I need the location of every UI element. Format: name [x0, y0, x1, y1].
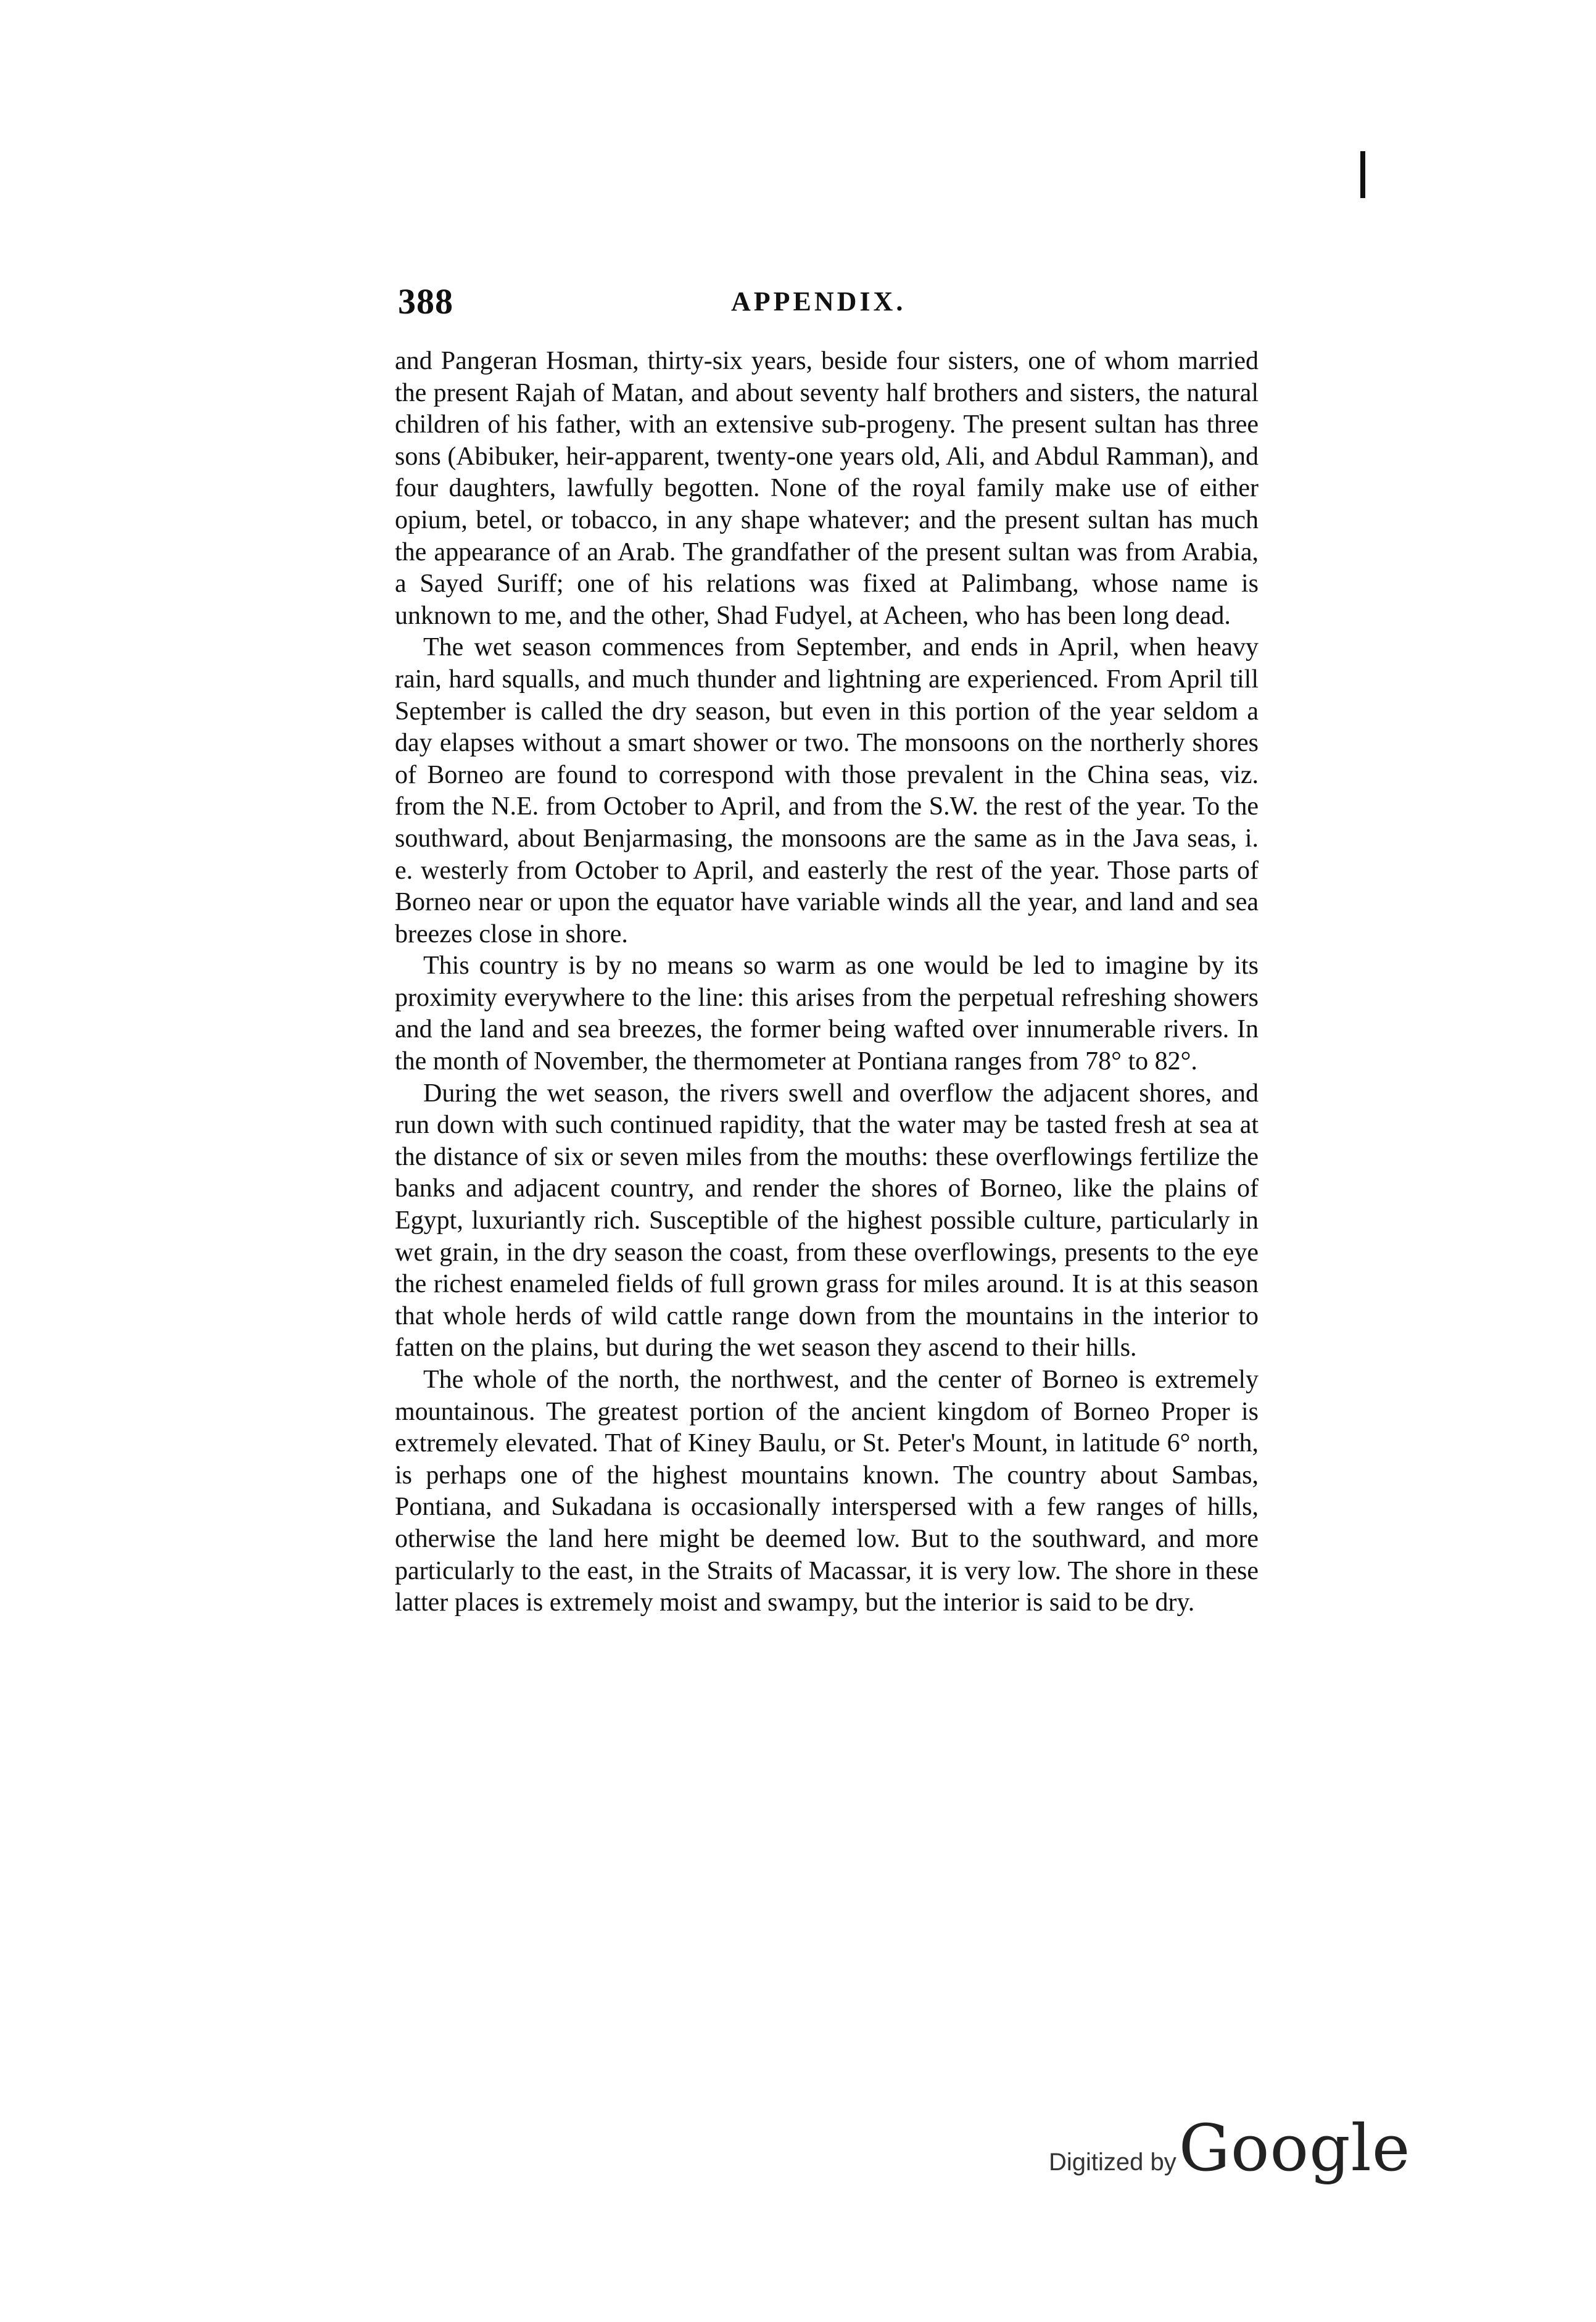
paragraph-royal-family: and Pangeran Hosman, thirty-six years, beside four sisters, one of whom married the present Rajah of Matan, and about seventy half brothers and sisters, the natural children of his father, with an extensive sub-progeny. The present sultan has three sons (Abibuker, heir-apparent, twenty-one years old, Ali, and Abdul Ramman), and four daughters, lawfully begotten. None of the royal family make use of either opium, betel, or tobacco, in any shape whatever; and the present sultan has much the appearance of an Arab. The grandfather of the present sultan was from Arabia, a Sayed Suriff; one of his relations was fixed at Palimbang, whose name is unknown to me, and the other, Shad Fudyel, at Acheen, who has been long dead. — [395, 347, 1259, 630]
google-logo: Google — [1178, 2110, 1411, 2186]
paragraph-overflow: During the wet season, the rivers swell and overflow the adjacent shores, and run down with such continued rapidity, that the water may be tasted fresh at sea at the distance of six or seven miles from the mouths: these overflowings fertilize the banks and adjacent country, and render the shores of Borneo, like the plains of Egypt, luxuriantly rich. Susceptible of the highest possible culture, particularly in wet grain, in the dry season the coast, from these overflowings, presents to the eye the richest enameled fields of full grown grass for miles around. It is at this season that whole herds of wild cattle range down from the mountains in the interior to fatten on the plains, but during the wet season they ascend to their hills. — [395, 1079, 1259, 1362]
paragraph-climate: This country is by no means so warm as one would be led to imagine by its proximity everywhere to the line: this arises from the perpetual refreshing showers and the land and sea breezes, the former being wafted over innumerable rivers. In the month of November, the thermometer at Pontiana ranges from 78° to 82°. — [395, 952, 1259, 1076]
paragraph-mountains: The whole of the north, the northwest, and the center of Borneo is extremely mountainous. The greatest portion of the ancient kingdom of Borneo Proper is extremely elevated. That of Kiney Baulu, or St. Peter's Mount, in latitude 6° north, is perhaps one of the highest mountains known. The country about Sambas, Pontiana, and Sukadana is occasionally interspersed with a few ranges of hills, otherwise the land here might be deemed low. But to the southward, and more particularly to the east, in the Straits of Macassar, it is very low. The shore in these latter places is extremely moist and swampy, but the interior is said to be dry. — [395, 1366, 1259, 1617]
running-head — [398, 281, 1259, 330]
body-text — [395, 346, 1259, 1619]
margin-mark — [1360, 151, 1365, 198]
paragraph-wet-season: The wet season commences from September, and ends in April, when heavy rain, hard squalls, and much thunder and lightning are experienced. From April till September is called the dry season, but even in this portion of the year seldom a day elapses without a smart shower or two. The monsoons on the northerly shores of Borneo are found to correspond with those prevalent in the China seas, viz. from the N.E. from October to April, and from the S.W. the rest of the year. To the southward, about Benjarmasing, the monsoons are the same as in the Java seas, i. e. westerly from October to April, and easterly the rest of the year. Those parts of Borneo near or upon the equator have variable winds all the year, and land and sea breezes close in shore. — [395, 633, 1259, 948]
page-number: 388 — [398, 281, 453, 321]
digitized-by-google-watermark — [1049, 2110, 1410, 2184]
running-title: APPENDIX. — [731, 286, 906, 317]
digitized-by-label: Digitized by — [1049, 2149, 1176, 2176]
